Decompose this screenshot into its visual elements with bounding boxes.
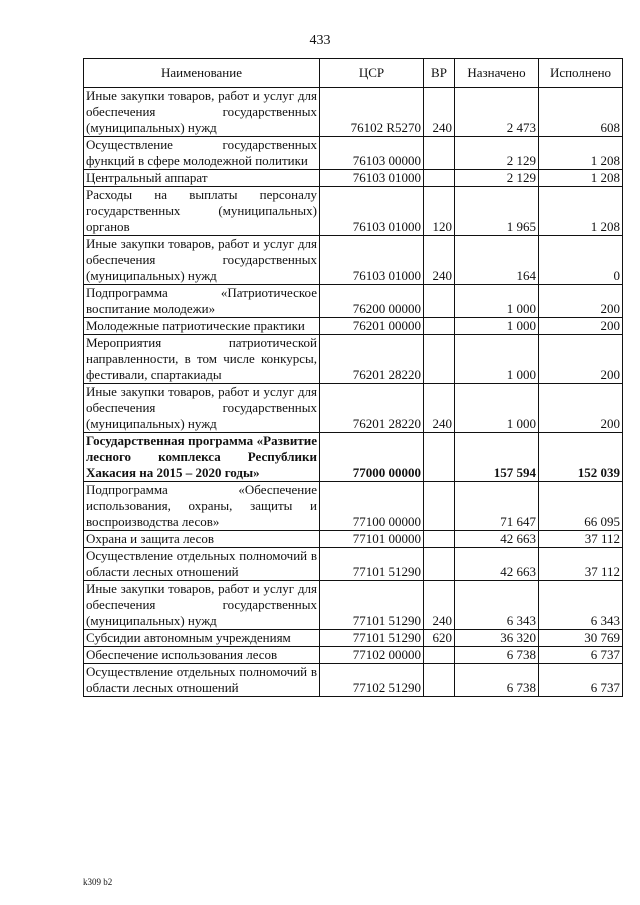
- cell-code: 77101 51290: [320, 581, 424, 630]
- table-row: [84, 647, 623, 664]
- cell-vr: 240: [424, 581, 455, 630]
- cell-code: 76103 01000: [320, 170, 424, 187]
- cell-vr: [424, 170, 455, 187]
- cell-code: 77101 51290: [320, 548, 424, 581]
- cell-planned: 6 738: [455, 664, 539, 697]
- cell-name: Охрана и защита лесов: [84, 531, 320, 548]
- cell-name: Подпрограмма «Обеспечение использования, охраны, защиты и воспроизводства лесов»: [84, 482, 320, 531]
- cell-name: Обеспечение использования лесов: [84, 647, 320, 664]
- cell-vr: [424, 335, 455, 384]
- cell-name: Мероприятия патриотической направленности, в том числе конкурсы, фестивали, спартакиады: [84, 335, 320, 384]
- cell-code: 77101 00000: [320, 531, 424, 548]
- cell-planned: 71 647: [455, 482, 539, 531]
- cell-done: 1 208: [539, 187, 623, 236]
- header-planned: Назначено: [455, 59, 539, 88]
- table-row: [84, 236, 623, 285]
- cell-planned: 1 000: [455, 335, 539, 384]
- table-row: [84, 88, 623, 137]
- cell-name: Молодежные патриотические практики: [84, 318, 320, 335]
- cell-done: 6 737: [539, 647, 623, 664]
- cell-name: Осуществление отдельных полномочий в области лесных отношений: [84, 548, 320, 581]
- table-row: [84, 548, 623, 581]
- cell-vr: [424, 482, 455, 531]
- cell-planned: 164: [455, 236, 539, 285]
- cell-planned: 157 594: [455, 433, 539, 482]
- cell-name: Осуществление государственных функций в сфере молодежной политики: [84, 137, 320, 170]
- cell-planned: 2 473: [455, 88, 539, 137]
- table-row: [84, 531, 623, 548]
- cell-vr: 240: [424, 236, 455, 285]
- table-row: [84, 384, 623, 433]
- cell-code: 77102 51290: [320, 664, 424, 697]
- table-body: [84, 88, 623, 697]
- cell-name: Подпрограмма «Патриотическое воспитание молодежи»: [84, 285, 320, 318]
- cell-planned: 2 129: [455, 137, 539, 170]
- cell-code: 77100 00000: [320, 482, 424, 531]
- header-code: ЦСР: [320, 59, 424, 88]
- cell-done: 608: [539, 88, 623, 137]
- cell-name: Центральный аппарат: [84, 170, 320, 187]
- table-row: [84, 482, 623, 531]
- cell-name: Осуществление отдельных полномочий в области лесных отношений: [84, 664, 320, 697]
- cell-done: 200: [539, 285, 623, 318]
- cell-done: 200: [539, 335, 623, 384]
- cell-code: 76201 28220: [320, 335, 424, 384]
- table-row: [84, 285, 623, 318]
- table-row: [84, 318, 623, 335]
- cell-code: 76103 01000: [320, 187, 424, 236]
- header-done: Исполнено: [539, 59, 623, 88]
- cell-name: Иные закупки товаров, работ и услуг для обеспечения государственных (муниципальных) нужд: [84, 236, 320, 285]
- footer-code: k309 b2: [83, 877, 113, 887]
- table-row: [84, 664, 623, 697]
- cell-planned: 1 000: [455, 285, 539, 318]
- cell-vr: [424, 433, 455, 482]
- cell-done: 0: [539, 236, 623, 285]
- cell-done: 200: [539, 384, 623, 433]
- cell-code: 77102 00000: [320, 647, 424, 664]
- cell-vr: 240: [424, 88, 455, 137]
- cell-vr: 120: [424, 187, 455, 236]
- cell-code: 76201 28220: [320, 384, 424, 433]
- cell-vr: [424, 137, 455, 170]
- cell-done: 6 343: [539, 581, 623, 630]
- table-row: [84, 335, 623, 384]
- cell-vr: [424, 647, 455, 664]
- cell-planned: 36 320: [455, 630, 539, 647]
- cell-done: 1 208: [539, 170, 623, 187]
- cell-code: 76102 R5270: [320, 88, 424, 137]
- cell-planned: 1 000: [455, 384, 539, 433]
- cell-code: 77000 00000: [320, 433, 424, 482]
- header-vr: ВР: [424, 59, 455, 88]
- cell-vr: [424, 531, 455, 548]
- cell-done: 30 769: [539, 630, 623, 647]
- cell-done: 37 112: [539, 531, 623, 548]
- cell-planned: 42 663: [455, 531, 539, 548]
- cell-code: 76201 00000: [320, 318, 424, 335]
- budget-table: [83, 58, 623, 697]
- page-number: 433: [309, 33, 331, 48]
- cell-done: 152 039: [539, 433, 623, 482]
- cell-name: Иные закупки товаров, работ и услуг для обеспечения государственных (муниципальных) нужд: [84, 88, 320, 137]
- table-row: [84, 581, 623, 630]
- cell-code: 76103 00000: [320, 137, 424, 170]
- cell-done: 200: [539, 318, 623, 335]
- table-row: [84, 137, 623, 170]
- cell-code: 76103 01000: [320, 236, 424, 285]
- cell-vr: [424, 318, 455, 335]
- cell-done: 66 095: [539, 482, 623, 531]
- table-row: [84, 433, 623, 482]
- cell-done: 6 737: [539, 664, 623, 697]
- cell-done: 37 112: [539, 548, 623, 581]
- cell-code: 77101 51290: [320, 630, 424, 647]
- cell-planned: 1 000: [455, 318, 539, 335]
- cell-vr: 240: [424, 384, 455, 433]
- cell-planned: 6 738: [455, 647, 539, 664]
- table-header-row: [84, 59, 623, 88]
- cell-name: Расходы на выплаты персоналу государственных (муниципальных) органов: [84, 187, 320, 236]
- table-row: [84, 170, 623, 187]
- cell-planned: 1 965: [455, 187, 539, 236]
- cell-vr: [424, 285, 455, 318]
- cell-name: Иные закупки товаров, работ и услуг для обеспечения государственных (муниципальных) нужд: [84, 581, 320, 630]
- cell-planned: 42 663: [455, 548, 539, 581]
- table-row: [84, 630, 623, 647]
- header-name: Наименование: [84, 59, 320, 88]
- cell-code: 76200 00000: [320, 285, 424, 318]
- cell-planned: 6 343: [455, 581, 539, 630]
- cell-vr: [424, 548, 455, 581]
- cell-planned: 2 129: [455, 170, 539, 187]
- cell-vr: [424, 664, 455, 697]
- cell-vr: 620: [424, 630, 455, 647]
- table-row: [84, 187, 623, 236]
- cell-name: Субсидии автономным учреждениям: [84, 630, 320, 647]
- cell-done: 1 208: [539, 137, 623, 170]
- cell-name: Иные закупки товаров, работ и услуг для обеспечения государственных (муниципальных) нужд: [84, 384, 320, 433]
- cell-name: Государственная программа «Развитие лесного комплекса Республики Хакасия на 2015 – 2020 годы»: [84, 433, 320, 482]
